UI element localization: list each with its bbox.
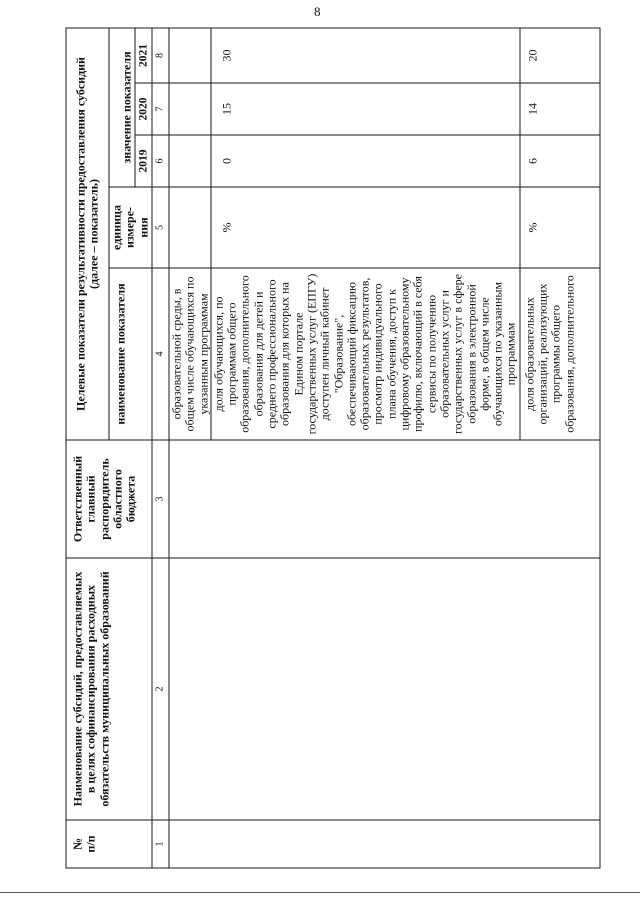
value-2020-cell	[169, 83, 211, 135]
column-number: 8	[152, 27, 169, 82]
scan-edge-line	[0, 892, 640, 893]
target-indicators-table	[65, 27, 600, 868]
column-number: 4	[152, 268, 169, 440]
value-2019-cell: 6	[519, 135, 599, 187]
value-2020-cell: 15	[210, 83, 519, 135]
row-number-cell	[169, 820, 600, 868]
subsidy-name-cell	[169, 558, 600, 820]
indicator-name-cell: образовательной среды, в общем числе обучающихся по указанным программам	[169, 268, 211, 440]
value-2019-cell: 0	[210, 135, 519, 187]
header-responsible-administrator: Ответственный главный распорядитель областного бюджета	[66, 440, 152, 558]
header-unit: единица измере- ния	[109, 187, 152, 268]
column-numbers-row	[152, 27, 169, 867]
header-row-number: № п/п	[66, 820, 152, 868]
unit-cell: %	[210, 187, 519, 268]
table-row	[169, 27, 211, 867]
header-year-2019: 2019	[135, 135, 152, 187]
header-year-2020: 2020	[135, 83, 152, 135]
column-number: 6	[152, 135, 169, 187]
header-row	[66, 27, 109, 867]
header-indicator-name: наименование показателя	[109, 268, 152, 440]
rotated-table-sheet	[65, 28, 598, 868]
unit-cell	[169, 187, 211, 268]
unit-cell: %	[519, 187, 599, 268]
responsible-administrator-cell	[169, 440, 600, 558]
header-year-2021: 2021	[135, 27, 152, 82]
value-2020-cell: 14	[519, 83, 599, 135]
header-subsidy-name: Наименование субсидий, предоставляемых в целях софинансирования расходных обязательств муниципальных образований	[66, 558, 152, 820]
value-2019-cell	[169, 135, 211, 187]
page-number: 8	[314, 4, 321, 19]
header-indicator-value: значение показателя	[109, 27, 135, 186]
value-2021-cell	[169, 27, 211, 82]
value-2021-cell: 20	[519, 27, 599, 82]
header-target-indicators: Целевые показатели результативности предоставления субсидий (далее – показатель)	[66, 27, 109, 439]
indicator-name-cell: доля обучающихся, по программам общего образования, дополнительного образования для детей и среднего профессионального образования для которых на Едином портале государственных услуг (ЕПГУ) доступен личный кабинет "Образование", обеспечивающий фиксацию образовательных результатов, просмотр индивидуального плана обучения, доступ к цифровому образовательному профилю, включающий в себя сервисы по получению образовательных услуг и государственных услуг в сфере образования в электронной форме, в общем числе обучающихся по указанным программам	[210, 268, 519, 440]
column-number: 5	[152, 187, 169, 268]
column-number: 1	[152, 820, 169, 868]
column-number: 2	[152, 558, 169, 820]
indicator-name-cell: доля образовательных организаций, реализующих программы общего образования, дополнительного	[519, 268, 599, 440]
value-2021-cell: 30	[210, 27, 519, 82]
column-number: 7	[152, 83, 169, 135]
column-number: 3	[152, 440, 169, 558]
